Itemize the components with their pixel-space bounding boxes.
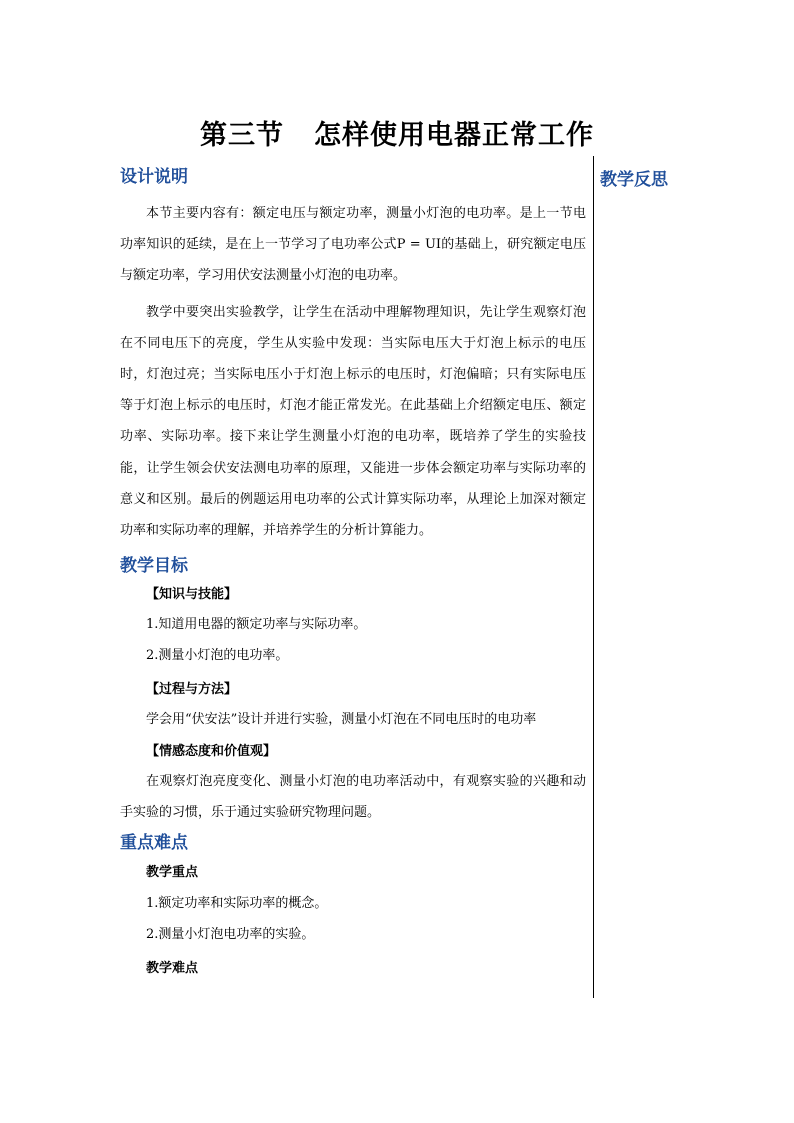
design-paragraph-2: 教学中要突出实验教学，让学生在活动中理解物理知识，先让学生观察灯泡在不同电压下的亮度，学生从实验中发现：当实际电压大于灯泡上标示的电压时，灯泡过亮；当实际电压小于灯泡上标示的电压时，灯泡偏暗；只有实际电压等于灯泡上标示的电压时，灯泡才能正常发光。在此基础上介绍额定电压、额定功率、实际功率。接下来让学生测量小灯泡的电功率，既培养了学生的实验技能，让学生领会伏安法测电功率的原理，又能进一步体会额定功率与实际功率的意义和区别。最后的例题运用电功率的公式计算实际功率，从理论上加深对额定功率和实际功率的理解，并培养学生的分析计算能力。 <box>120 304 586 539</box>
focus-item-1: 1.额定功率和实际功率的概念。 <box>146 895 328 911</box>
process-text: 学会用“伏安法”设计并进行实验，测量小灯泡在不同电压时的电功率 <box>146 712 537 728</box>
main-content <box>120 165 586 984</box>
process-heading: 【过程与方法】 <box>146 682 238 698</box>
focus-item-2: 2.测量小灯泡电功率的实验。 <box>146 926 315 942</box>
knowledge-item-2: 2.测量小灯泡的电功率。 <box>146 648 289 664</box>
emotion-text: 在观察灯泡亮度变化、测量小灯泡的电功率活动中，有观察实验的兴趣和动手实验的习惯，乐于通过实验研究物理问题。 <box>120 774 586 821</box>
page-title <box>0 113 794 152</box>
difficulty-heading: 教学难点 <box>146 960 199 976</box>
knowledge-item-1: 1.知道用电器的额定功率与实际功率。 <box>146 617 367 633</box>
section-number: 第三节 <box>200 120 284 151</box>
objectives-heading: 教学目标 <box>120 556 188 577</box>
column-divider <box>593 156 594 998</box>
key-points-heading: 重点难点 <box>120 832 188 853</box>
reflection-heading: 教学反思 <box>600 170 668 190</box>
focus-heading: 教学重点 <box>146 864 199 880</box>
design-heading: 设计说明 <box>120 167 188 187</box>
knowledge-heading: 【知识与技能】 <box>146 587 238 603</box>
emotion-heading: 【情感态度和价值观】 <box>146 744 277 760</box>
design-paragraph-1: 本节主要内容有：额定电压与额定功率，测量小灯泡的电功率。是上一节电功率知识的延续，是在上一节学习了电功率公式P = UI的基础上，研究额定电压与额定功率，学习用伏安法测量小灯泡的电功率。 <box>120 206 586 284</box>
section-title: 怎样使用电器正常工作 <box>314 120 594 151</box>
